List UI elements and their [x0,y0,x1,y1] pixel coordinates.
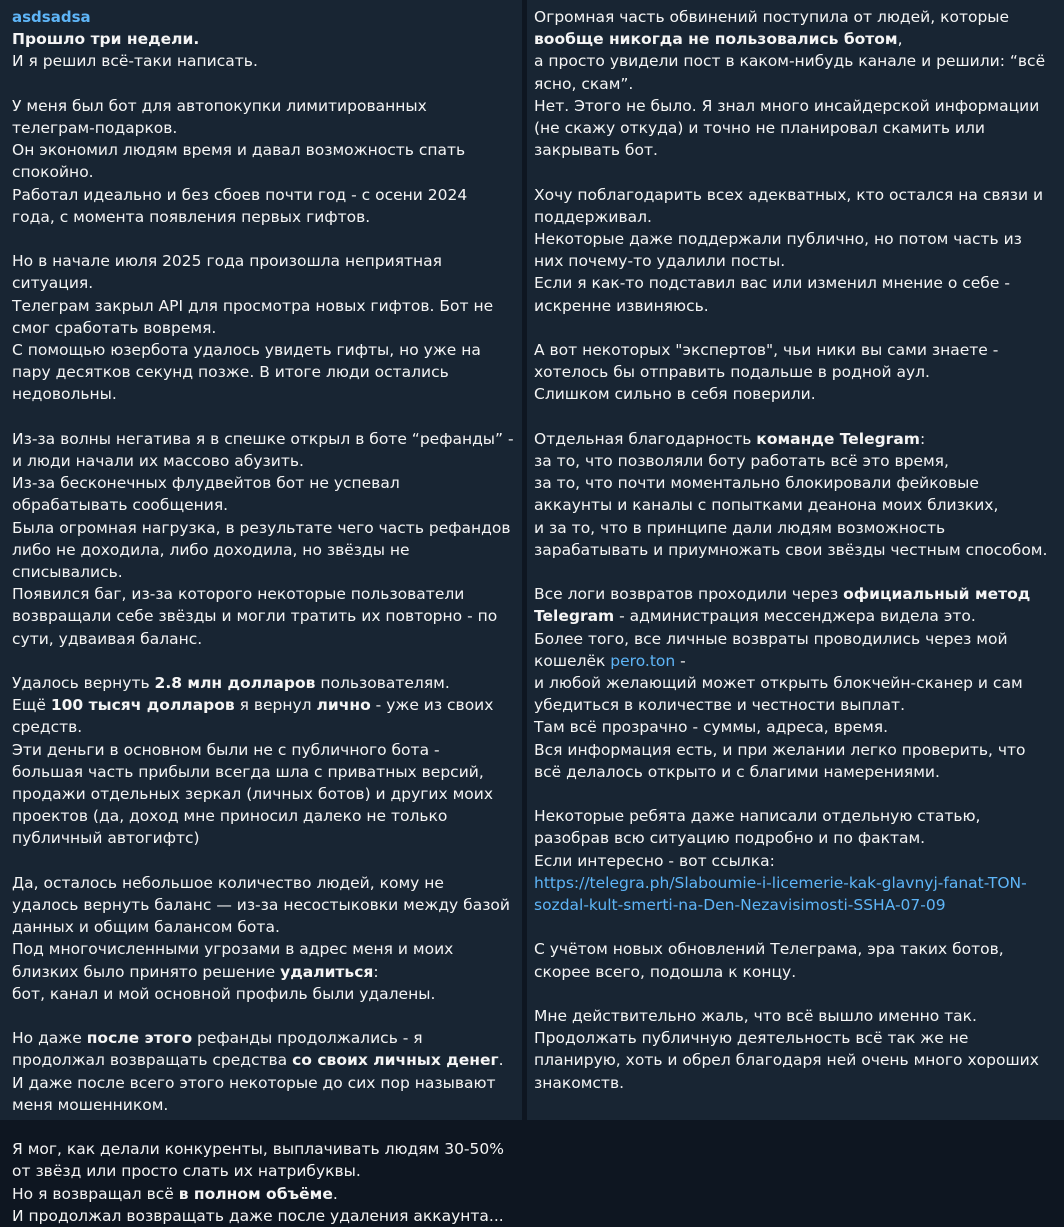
text-line [534,872,1056,916]
paragraph-gap [12,1005,514,1027]
text-span: Слишком сильно в себя поверили. [534,385,816,404]
text-line [534,6,1056,28]
text-span: Работал идеально и без сбоев почти год - с осени 2024 года, с момента появления первых гифтов. [12,185,468,226]
text-span: Если интересно - вот ссылка: [534,851,775,870]
text-span: Удалось вернуть [12,674,155,693]
bold-text: команде Telegram [756,429,920,448]
text-span: : [373,962,379,981]
text-line [12,1205,514,1227]
text-line [534,517,1056,561]
text-span: бот, канал и мой основной профиль были удалены. [12,984,436,1003]
text-span: А вот некоторых "экспертов", чьи ники вы сами знаете - хотелось бы отправить подальше в родной аул. [534,341,999,382]
text-span: - уже из своих средств. [12,696,494,737]
text-span: Появился баг, из-за которого некоторые пользователи возвращали себе звёзды и могли тратить их повторно - по сути, удваивая баланс. [12,585,498,648]
paragraph-gap [12,650,514,672]
text-span: Вся информация есть, и при желании легко проверить, что всё делалось открыто и с благими намерениями. [534,740,1026,781]
text-line [534,583,1056,627]
article-link[interactable]: https://telegra.ph/Slaboumie-i-licemerie-kak-glavnyj-fanat-TON-sozdal-kult-smerti-na-Den-Nezavisimosti-SSHA-07-09 [534,873,1027,915]
text-line [534,28,1056,50]
wallet-mention[interactable]: pero.ton [610,651,676,670]
text-line [534,95,1056,162]
text-line [12,1138,514,1182]
bold-text: лично [316,696,371,715]
text-line [534,472,1056,516]
text-span: за то, что позволяли боту работать всё это время, [534,452,949,471]
text-span: , [897,30,903,49]
text-span: и за то, что в принципе дали людям возможность зарабатывать и приумножать свои звёзды честным способом. [534,518,1048,559]
message-text [12,28,514,1227]
text-line [534,184,1056,228]
text-span: Я мог, как делали конкуренты, выплачивать людям 30-50% от звёзд или просто слать их натрибуквы. [12,1140,504,1181]
text-span: а просто увидели пост в каком-нибудь канале и решили: “всё ясно, скам”. [534,52,1046,93]
text-span: Некоторые даже поддержали публично, но потом часть из них почему-то удалили посты. [534,230,1022,271]
text-line [12,938,514,982]
text-line [534,1027,1056,1094]
text-line [534,428,1056,450]
text-span: Эти деньги в основном были не с публичного бота - большая часть прибыли всегда шла с приватных версий, продажи отдельных зеркал (личных ботов) и других моих проектов (да, доход мне приносил далеко не только публичный автогифтс) [12,740,494,848]
text-span: и любой желающий может открыть блокчейн-сканер и сам убедиться в количестве и честности выплат. [534,674,1023,715]
text-span: Телеграм закрыл API для просмотра новых гифтов. Бот не смог сработать вовремя. [12,296,494,337]
text-span: С учётом новых обновлений Телеграма, эра таких ботов, скорее всего, подошла к концу. [534,940,1004,981]
paragraph-gap [12,850,514,872]
text-line [12,472,514,516]
text-span: Но даже [12,1029,87,1048]
text-line [12,95,514,139]
text-line [534,272,1056,316]
bold-text: со своих личных денег [292,1051,499,1070]
bold-text: вообще никогда не пользовались ботом [534,30,898,49]
message-text [534,6,1056,1094]
paragraph-gap [12,406,514,428]
text-span: за то, что почти моментально блокировали фейковые аккаунты и каналы с попытками деанона моих близких, [534,474,999,515]
text-span: Все логи возвратов проходили через [534,585,844,604]
text-span: Из-за волны негатива я в спешке открыл в боте “рефанды” - и люди начали их массово абузить. [12,429,514,471]
text-span: И даже после всего этого некоторые до сих пор называют меня мошенником. [12,1073,496,1114]
text-span: Под многочисленными угрозами в адрес меня и моих близких было принято решение [12,940,454,981]
paragraph-gap [12,73,514,95]
text-line [534,383,1056,405]
text-span: У меня был бот для автопокупки лимитированных телеграм-подарков. [12,96,427,137]
bold-text: после этого [86,1029,193,1048]
text-span: Более того, все личные возвраты проводились через мой кошелёк [534,629,1008,670]
text-line [12,872,514,939]
text-line [534,716,1056,738]
text-line [534,339,1056,383]
paragraph-gap [534,317,1056,339]
text-span: Он экономил людям время и давал возможность спать спокойно. [12,141,466,182]
text-span: рефанды продолжались - я продолжал возвращать средства [12,1029,423,1070]
text-span: Да, осталось небольшое количество людей, кому не удалось вернуть баланс — из-за несостыковки между базой данных и общим балансом бота. [12,873,510,937]
text-span: - [675,651,686,670]
text-line [12,139,514,183]
text-span: С помощью юзербота удалось увидеть гифты, но уже на пару десятков секунд позже. В итоге люди остались недовольны. [12,341,481,404]
text-span: пользователям. [315,674,450,693]
text-line [534,50,1056,94]
text-line [12,517,514,584]
text-line [12,428,514,472]
bold-text: 100 тысяч долларов [50,696,235,715]
bold-text: официальный метод Telegram [534,585,1031,626]
text-span: : [919,429,926,448]
bold-text: в полном объёме [178,1184,333,1203]
text-line [534,805,1056,849]
text-span: Некоторые ребята даже написали отдельную статью, разобрав всю ситуацию подробно и по фактам. [534,807,981,848]
text-span: Была огромная нагрузка, в результате чего часть рефандов либо не доходила, либо доходила, но звёзды не списывались. [12,518,511,582]
paragraph-gap [534,783,1056,805]
paragraph-gap [12,1116,514,1138]
text-span: Отдельная благодарность [534,429,757,448]
text-span: Огромная часть обвинений поступила от людей, которые [534,8,1010,26]
text-line [534,450,1056,472]
text-line [534,672,1056,716]
text-span: . [498,1051,504,1070]
text-span: Хочу поблагодарить всех адекватных, кто остался на связи и поддерживал. [534,185,1044,226]
paragraph-gap [534,916,1056,938]
text-span: Если я как-то подставил вас или изменил мнение о себе - искренне извиняюсь. [534,274,1010,315]
paragraph-gap [534,161,1056,183]
paragraph-gap [534,406,1056,428]
text-line [12,583,514,650]
text-line [534,228,1056,272]
text-line [12,184,514,228]
text-line [12,694,514,738]
text-span: Но я возвращал всё [12,1184,179,1203]
text-line [12,28,514,50]
text-line [12,1027,514,1071]
text-span: Там всё прозрачно - суммы, адреса, время. [534,718,889,737]
text-line [12,250,514,294]
text-line [12,50,514,72]
paragraph-gap [534,983,1056,1005]
text-line [12,983,514,1005]
text-line [534,739,1056,783]
text-span: Из-за бесконечных флудвейтов бот не успевал обрабатывать сообщения. [12,474,400,515]
message-bubble-right [527,0,1064,1120]
bold-text: 2.8 млн долларов [154,674,316,693]
message-bubble-left [0,0,522,1225]
text-line [12,1072,514,1116]
text-line [534,850,1056,872]
text-span: И продолжал возвращать даже после удаления аккаунта... [12,1206,504,1225]
text-line [12,339,514,406]
text-line [12,295,514,339]
text-line [12,739,514,850]
text-line [12,672,514,694]
sender-name[interactable]: asdsadsa [12,8,91,26]
text-line [12,1183,514,1205]
text-span: Но в начале июля 2025 года произошла неприятная ситуация. [12,252,443,293]
text-line [534,938,1056,982]
text-line [534,628,1056,672]
text-span: Нет. Этого не было. Я знал много инсайдерской информации (не скажу откуда) и точно не планировал скамить или закрывать бот. [534,96,1040,160]
text-span: Ещё [12,696,51,715]
text-line [534,1005,1056,1027]
text-span: - администрация мессенджера видела это. [614,607,976,626]
bold-text: удалиться [280,962,374,981]
text-span: Продолжать публичную деятельность всё так же не планирую, хоть и обрел благодаря ней очень много хороших знакомств. [534,1029,1039,1092]
paragraph-gap [534,561,1056,583]
bold-text: Прошло три недели. [12,30,200,49]
text-span: И я решил всё-таки написать. [12,52,258,71]
paragraph-gap [12,228,514,250]
text-span: . [332,1184,338,1203]
text-span: Мне действительно жаль, что всё вышло именно так. [534,1007,977,1026]
text-span: я вернул [234,696,317,715]
